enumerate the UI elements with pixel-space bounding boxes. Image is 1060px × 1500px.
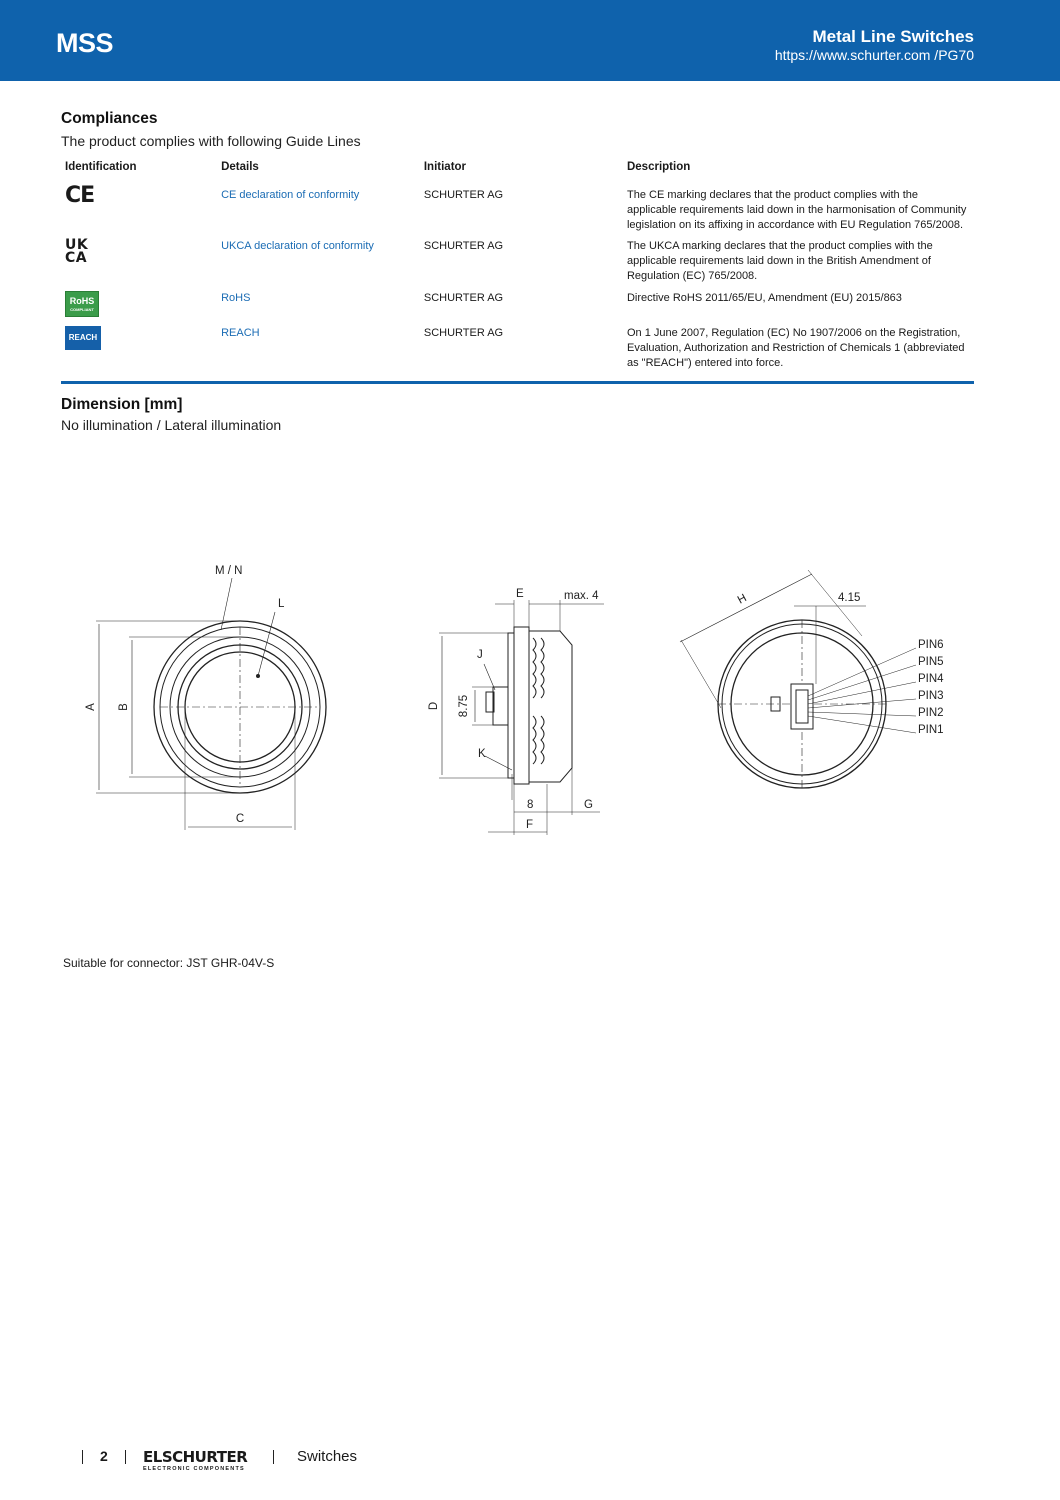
ukca-bottom: CA <box>65 250 88 266</box>
label-415: 4.15 <box>838 592 861 604</box>
label-pin2: PIN2 <box>918 707 944 719</box>
table-row <box>61 186 974 237</box>
rohs-compliant-icon <box>65 291 99 317</box>
label-pin4: PIN4 <box>918 673 944 685</box>
compliances-title: Compliances <box>61 110 158 127</box>
product-code: MSS <box>56 28 114 58</box>
initiator-cell: SCHURTER AG <box>423 189 504 201</box>
label-e: E <box>516 588 524 600</box>
page-header <box>0 0 1060 81</box>
label-pin3: PIN3 <box>918 690 944 702</box>
table-header-row <box>61 158 974 186</box>
label-pin1: PIN1 <box>918 724 944 736</box>
label-k: K <box>478 748 486 760</box>
dimension-title: Dimension [mm] <box>61 396 183 413</box>
page-number: 2 <box>100 1448 108 1464</box>
col-details: Details <box>221 161 259 173</box>
label-f: F <box>526 819 534 831</box>
initiator-cell: SCHURTER AG <box>423 240 504 252</box>
label-g: G <box>584 799 593 811</box>
label-875: 8.75 <box>458 694 470 718</box>
header-title: Metal Line Switches <box>812 27 974 46</box>
description-cell: The UKCA marking declares that the product complies with the applicable requirements laid down in the British Amendment of Regulation (EC) 765/2008. <box>626 240 933 282</box>
label-pin5: PIN5 <box>918 656 944 668</box>
label-pin6: PIN6 <box>918 639 944 651</box>
dimension-subtitle: No illumination / Lateral illumination <box>61 417 282 433</box>
label-b: B <box>118 703 130 711</box>
footer-category: Switches <box>297 1448 358 1465</box>
reach-icon: REACH <box>65 326 101 350</box>
dimension-drawing <box>0 440 1060 860</box>
initiator-cell: SCHURTER AG <box>423 292 504 304</box>
label-l: L <box>278 598 285 610</box>
schurter-logo <box>143 1448 247 1466</box>
ukca-top: UK <box>65 237 89 253</box>
col-identification: Identification <box>65 161 137 173</box>
connector-caption: Suitable for connector: JST GHR-04V-S <box>63 956 275 970</box>
description-cell: The CE marking declares that the product complies with the applicable requirements laid down in the harmonisation of Community legislation on its affixing in accordance with EU Regulation 765/2008. <box>626 189 967 231</box>
details-link[interactable]: CE declaration of conformity <box>221 189 360 201</box>
footer-separator <box>125 1450 126 1464</box>
details-link[interactable]: UKCA declaration of conformity <box>221 240 374 252</box>
back-view <box>680 570 916 788</box>
description-cell: On 1 June 2007, Regulation (EC) No 1907/2006 on the Registration, Evaluation, Authorization and Restriction of Chemicals 1 (abbreviated as "REACH") entered into force. <box>626 327 965 369</box>
label-c: C <box>235 813 245 825</box>
front-view <box>96 578 326 830</box>
table-row <box>61 237 974 289</box>
label-j: J <box>477 649 483 661</box>
rohs-subtext: COMPLIANT <box>70 307 94 312</box>
details-link[interactable]: RoHS <box>221 292 251 304</box>
rohs-cell <box>61 289 217 324</box>
initiator-cell: SCHURTER AG <box>423 327 504 339</box>
col-initiator: Initiator <box>423 161 467 173</box>
details-link[interactable]: REACH <box>221 327 260 339</box>
label-max4: max. 4 <box>564 590 599 602</box>
footer-separator <box>273 1450 274 1464</box>
section-divider <box>61 381 974 384</box>
compliances-subtitle: The product complies with following Guide Lines <box>61 133 361 149</box>
ukca-cell <box>61 237 217 289</box>
table-row <box>61 289 974 324</box>
ukca-mark-icon <box>65 239 213 265</box>
ce-cell <box>61 183 217 237</box>
label-mn: M / N <box>215 565 243 577</box>
table-row <box>61 324 974 374</box>
ce-mark-icon: CE <box>65 183 95 208</box>
label-a: A <box>85 703 97 711</box>
footer-separator <box>82 1450 83 1464</box>
rohs-text: RoHS <box>69 296 95 306</box>
label-d: D <box>428 701 440 711</box>
reach-cell <box>61 324 217 374</box>
logo-text: SCHURTER <box>161 1448 248 1466</box>
logo-subtitle: ELECTRONIC COMPONENTS <box>143 1466 245 1472</box>
header-url[interactable]: https://www.schurter.com /PG70 <box>774 47 974 63</box>
logo-prefix: EL <box>143 1448 162 1466</box>
col-description: Description <box>626 161 691 173</box>
label-8: 8 <box>527 799 534 811</box>
label-h: H <box>735 592 749 607</box>
description-cell: Directive RoHS 2011/65/EU, Amendment (EU) 2015/863 <box>626 292 902 304</box>
compliance-table <box>61 158 974 374</box>
